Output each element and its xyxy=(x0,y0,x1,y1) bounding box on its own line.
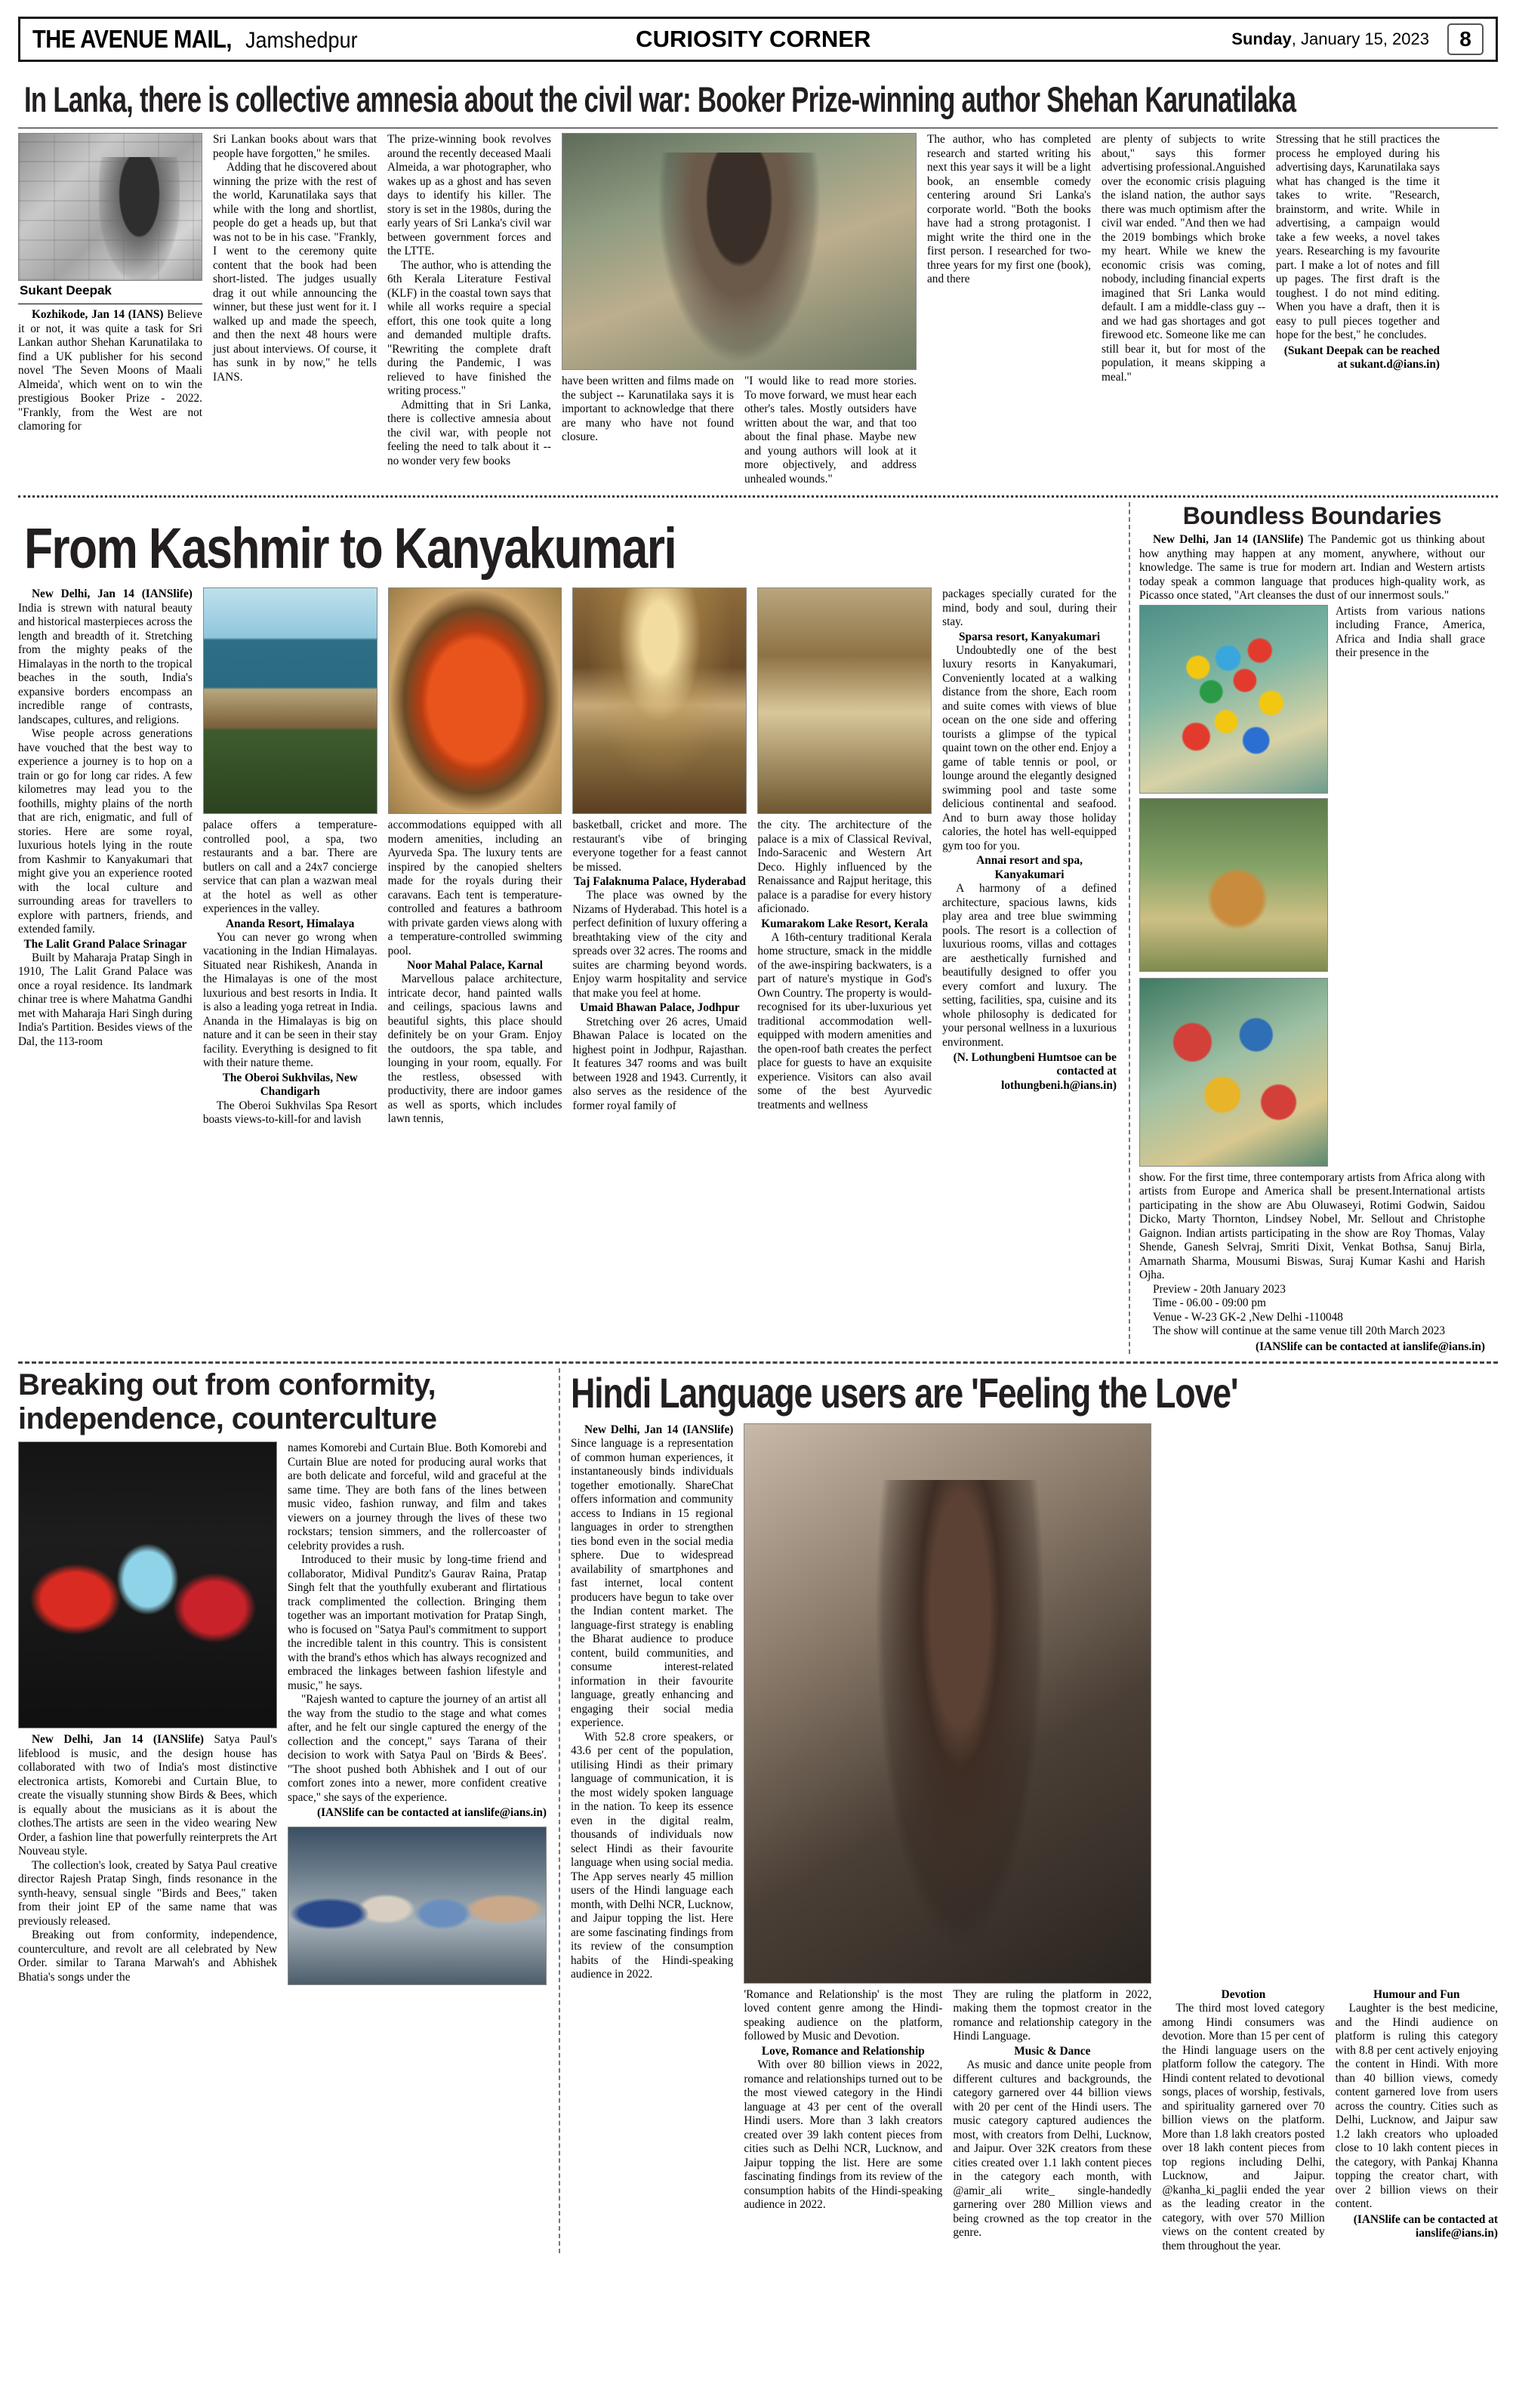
article5-headline: Hindi Language users are 'Feeling the Love' xyxy=(571,1368,1238,1417)
article1-col-6 xyxy=(1102,133,1265,486)
article1-para: The prize-winning book revolves around the recently deceased Maali Almeida, a war photographer, who wakes up as a ghost and has seven days to identify his killer. The story is set in the 1980s, during the early years of Sri Lanka's civil war between government forces and the LTTE. xyxy=(387,133,551,257)
woman-with-phone-photo xyxy=(744,1423,1151,1984)
article3-para: Venue - W-23 GK-2 ,New Delhi -110048 xyxy=(1153,1310,1343,1324)
article1-col-5 xyxy=(927,133,1091,486)
article3-para: show. For the first time, three contemporary artists from Africa along with artists from Europe and America shall be present.International artists participating in the show are Abu Oluwaseyi, Rotimi Godwin, Saidou Dicko, Marty Thornton, Lindsey Nobel, Mr. Sellout and Christophe Gaignon. Indian artists participating in the show are Roy Thomas, Valay Shende, Ganesh Selvraj, Smriti Dixit, Venkat Bothsa, Sanuj Birla, Amarnath Sharma, Mousumi Biswas, Suraj Kumar Kashi and Harish Ojha. xyxy=(1139,1170,1485,1281)
article5-para: The third most loved category among Hindi consumers was devotion. More than 15 per cent of the Hindi language users on the platform follow the category. The Hindi content related to devotional songs, places of worship, festivals, and spirituality garnered over 70 billion views on the platform. More than 1.8 lakh creators posted over 18 lakh content pieces from top regions including Delhi, Lucknow, and Jaipur. @kanha_ki_paglii ended the year as the leading creator in the category, with over 570 Million views on the content created by them throughout the year. xyxy=(1162,2002,1325,2252)
palace-interior-photo xyxy=(757,587,932,814)
article2-subhead: Sparsa resort, Kanyakumari xyxy=(958,630,1101,643)
balloons-artwork-photo xyxy=(1139,605,1328,794)
article4-columns xyxy=(18,1441,547,1984)
article2-subhead: Umaid Bhawan Palace, Jodhpur xyxy=(580,1001,740,1015)
pool-resort-photo xyxy=(203,587,377,814)
article2-para: palace offers a temperature-controlled pool, a spa, two restaurants and a bar. There are butlers on call and a 24x7 concierge service that can plan a wazwan meal at the hotel as well as other experiences in the valley. xyxy=(202,819,377,915)
article2-para: The Oberoi Sukhvilas Spa Resort boasts views-to-kill-for and lavish xyxy=(202,1099,377,1127)
article2-para: Stretching over 26 acres, Umaid Bhawan Palace is located on the highest point in Jodhpur, Rajasthan. It features 347 rooms and was built between 1928 and 1943. Currently, it also serves as the residence of the former royal family of xyxy=(572,1015,747,1112)
article4-para: names Komorebi and Curtain Blue. Both Komorebi and Curtain Blue are noted for producing aural works that are both delicate and forceful, wild and graceful at the same time. They are both fans of the lines between music video, fashion runway, and film and takes viewers on a journey through the lives of these two rockstars; tension simmers, and the rollercoaster of celebrity provides a rush. xyxy=(288,1441,547,1552)
article1-credit: (Sukant Deepak can be reached at sukant.d@ians.in) xyxy=(1283,344,1440,371)
publication-title: THE AVENUE MAIL, xyxy=(32,25,233,53)
article5-para: With over 80 billion views in 2022, romance and relationships turned out to be the most viewed category in the Hindi language at 43 per cent of the overall Hindi users. More than 3 lakh creators created over 39 lakh content pieces from cities such as Delhi NCR, Lucknow, and Jaipur topping the list. Here are some fascinating findings from its review of the consumption habits of the Hindi-speaking audience in 2022. xyxy=(744,2058,943,2212)
article2-para: You can never go wrong when vacationing in the Indian Himalayas. Situated near Rishikesh, Ananda in the Himalayas is one of the most luxurious and best resorts in India. It is also a leading yoga retreat in India. Ananda in the Himalayas is big on nature and it can be seen in their stay facility. Everything is designed to fit with their nature theme. xyxy=(202,930,377,1070)
article4-para: The collection's look, created by Satya Paul creative director Rajesh Pratap Singh, finds resonance in the synth-heavy, sensual single "Birds and Bees," taken from their joint EP of the same name that was previously released. xyxy=(18,1858,277,1928)
article5-subhead: Music & Dance xyxy=(1014,2044,1091,2058)
article1-col-1 xyxy=(18,133,202,486)
article2-subhead: Noor Mahal Palace, Karnal xyxy=(407,959,543,972)
article3-para: The show will continue at the same venue till 20th March 2023 xyxy=(1153,1324,1446,1337)
middle-zone xyxy=(18,502,1498,1354)
palace-lobby-photo xyxy=(572,587,747,814)
article5-para: As music and dance unite people from different cultures and backgrounds, the category garnered over 44 billion views with 20 per cent of the Hindi users. The music category captured audiences the most, with creators from Delhi, Lucknow, and Jaipur. Over 32K creators from these cities created over 1.1 lakh content pieces in the category each month, with @amir_ali write_ single-handedly garnering over 280 Million views and being crowned as the top creator in the genre. xyxy=(953,2058,1152,2240)
article2-col-2 xyxy=(203,587,377,1127)
article5-col-photo xyxy=(744,1423,1151,2253)
article1-para: "I would like to read more stories. To move forward, we must hear each other's tales. Mostly outsiders have written about the war, and that too about the final phase. Maybe new and young authors will look at it more objectively, and address unhealed wounds." xyxy=(744,375,917,486)
article5-para: New Delhi, Jan 14 (IANSlife) Since language is a representation of common human experiences, it instantaneously binds individuals together emotionally. ShareChat offers information and community access to Indians in 15 regional languages in order to strengthen ties bond even in the social media sphere. Due to widespread availability of smartphones and fast internet, local content producers have begun to take over the Indian content market. The language-first strategy is enabling the Bharat audience to produce content, build communities, and consume interest-related information in their favourite language, greatly enhancing and engaging their social media experience. xyxy=(571,1423,734,1730)
article4-para: Breaking out from conformity, independence, counterculture, and revolt are all celebrated by New Order. similar to Tarana Marwah's and Abhishek Bhatia's songs under the xyxy=(18,1929,277,1984)
article5-subhead: Love, Romance and Relationship xyxy=(761,2044,925,2058)
article5-credit: (IANSlife can be contacted at ianslife@ians.in) xyxy=(1353,2212,1498,2240)
article5-para: Laughter is the best medicine, and the Hindi audience on platform is ruling this category with 8.8 per cent actively enjoying the content in Hindi. With more than 40 billion views, comedy content garnered love from users across the country. Cities such as Delhi, Lucknow, and Jaipur saw 1.2 lakh creators who uploaded close to 10 lakh content pieces in the category, with Pankaj Khanna topping the creator chart, with over 2 billion views on their content. xyxy=(1335,2002,1498,2211)
article3-credit: (IANSlife can be contacted at ianslife@ians.in) xyxy=(1255,1340,1485,1353)
article1-headline: In Lanka, there is collective amnesia about the civil war: Booker Prize-winning author Shehan Karunatilaka xyxy=(24,79,1296,119)
article4-para: New Delhi, Jan 14 (IANSlife) Satya Paul's lifeblood is music, and the design house has collaborated with two of India's most distinctive electronica artists, Komorebi and Curtain Blue, to create the visually stunning show Birds & Bees, which is equally about the musicians as it is about the clothes.The artists are seen in the video wearing New Order, a fashion line that powerfully reinterprets the Art Nouveau style. xyxy=(18,1733,277,1858)
publication-date xyxy=(1231,29,1429,49)
article1-para: Adding that he discovered about winning the prize with the rest of the world, Karunatilaka says that while with the long and shortlist, people do get a heads up, but that was not to be in his case. "Frankly, I went to the ceremony quite content that the book had been short-listed. The judges usually drag it out while announcing the winner, but these just went for it. I walked up and made the speech, and then the next 48 hours were just about interviews. Of course, it has sunk in by now," he tells IANS. xyxy=(213,161,377,384)
article4-para: Introduced to their music by long-time friend and collaborator, Midival Punditz's Gaurav Raina, Pratap Singh felt that the youthfully exuberant and flirtatious track complimented the collection. Bringing them together was an important motivation for Pratap Singh, who is focused on "Satya Paul's commitment to support the incredible talent in this country. This is consistent with the brand's ethos which has always recognized and embraced the linkages between fashion lifestyle and music," he says. xyxy=(288,1553,547,1692)
article2-subhead: Taj Falaknuma Palace, Hyderabad xyxy=(573,875,746,888)
shehan-karunatilaka-photo xyxy=(562,133,917,370)
deer-artwork-photo xyxy=(1139,798,1328,972)
article2-para: Wise people across generations have vouched that the best way to experience a journey is to hop on a train or go for long car rides. A few kilometres may lead you to the foothills, mighty plains of the north that are rich, enigmatic, and full of stories. Here are some royal, luxurious hotels lying in the route from Kashmir to Kanyakumari that might give you an experience rooted with the local culture and surrounding areas for travellers to explore with partners, friends, and extended family. xyxy=(18,727,193,936)
article3-para: Time - 06.00 - 09:00 pm xyxy=(1153,1296,1266,1309)
article2-para: basketball, cricket and more. The restaurant's vibe of bringing everyone together for a feast cannot be missed. xyxy=(572,819,747,874)
masthead-right xyxy=(1231,23,1484,55)
article1-columns xyxy=(18,133,1498,486)
article2-subhead: Ananda Resort, Himalaya xyxy=(226,917,355,930)
article4-col-1 xyxy=(18,1441,277,1984)
article4-headline xyxy=(18,1368,547,1436)
article3-para: Artists from various nations including France, America, Africa and India shall grace their presence in the xyxy=(1336,604,1485,659)
article2-subhead: The Lalit Grand Palace Srinagar xyxy=(23,937,187,951)
article4-headline-line2: independence, counterculture xyxy=(18,1401,437,1435)
article2-para: Undoubtedly one of the best luxury resorts in Kanyakumari, Conveniently located at a walking distance from the shore, Each room and suite comes with views of blue ocean on the one side and offering tourists a glimpse of the typical quaint town on the other end. Enjoy a game of table tennis or pool, or lounge around the elegantly designed swimming pool and taste some delicious continental and seafood. And to burn away those holiday calories, the hotel has well-equipped gym too for you. xyxy=(942,643,1117,853)
article1-col-3 xyxy=(387,133,551,486)
article2-col-6 xyxy=(942,587,1117,1127)
article1-para: Kozhikode, Jan 14 (IANS) Believe it or not, it was quite a task for Sri Lankan author Shehan Karunatilaka to find a UK publisher for his second novel 'The Seven Moons of Maali Almeida', which went on to win the prestigious Booker Prize - 2022. "Frankly, from the West are not clamoring for xyxy=(18,308,203,433)
wazwan-dish-photo xyxy=(388,587,562,814)
bottom-zone xyxy=(18,1368,1498,2253)
article2-columns xyxy=(18,587,1117,1127)
article5-subhead: Devotion xyxy=(1221,1987,1266,2001)
article2-col-4 xyxy=(572,587,747,1127)
article4-col-2 xyxy=(288,1441,547,1984)
article2-subhead: Annai resort and spa, Kanyakumari xyxy=(976,854,1083,881)
publication-day: Sunday xyxy=(1231,29,1292,48)
publication-city: Jamshedpur xyxy=(245,28,358,53)
article5-para: They are ruling the platform in 2022, making them the topmost creator in the romance and relationship category in the Hindi Language. xyxy=(953,1987,1152,2043)
article5-col-5 xyxy=(1336,1423,1498,2253)
article2-para: packages specially curated for the mind, body and soul, during their stay. xyxy=(942,587,1117,628)
article2-subhead: The Oberoi Sukhvilas, New Chandigarh xyxy=(222,1071,358,1099)
article2-para: accommodations equipped with all modern amenities, including an Ayurveda Spa. The luxury tents are inspired by the canopied shelters made for the royals during their caravans. Each tent is temperature-controlled and features a bathroom with private garden views along with a temperature-controlled swimming pool. xyxy=(387,819,562,957)
article2-credit: (N. Lothungbeni Humtsoe can be contacted at lothungbeni.h@ians.in) xyxy=(953,1051,1117,1092)
article5 xyxy=(559,1368,1498,2253)
article4-credit: (IANSlife can be contacted at ianslife@ians.in) xyxy=(316,1806,547,1820)
article1-col-2 xyxy=(213,133,377,486)
article3-para: New Delhi, Jan 14 (IANSlife) The Pandemic got us thinking about how anything may happen at any moment, anywhere, without our knowledge. The same is true for modern art. Indian and Western artists today speak a common language that produces high-quality work, as Picasso once stated, "Art cleanses the dust of our innermost souls." xyxy=(1139,533,1485,602)
article2-para: A harmony of a defined architecture, spacious lawns, kids play area and tree blue swimming pools. The resort is a collection of luxurious rooms, villas and cottages are aesthetically furnished and beautifully designed to offer you every comfort and luxury. The setting, facilities, spa, cuisine and its whole philosophy is dedicated for your personal wellness in a luxurious environment. xyxy=(942,882,1117,1049)
article2-col-5 xyxy=(757,587,932,1127)
article1-para: Admitting that in Sri Lanka, there is collective amnesia about the civil war, with people not feeling the need to talk about it -- no wonder very few books xyxy=(387,398,551,467)
article1-para: Sri Lankan books about wars that people have forgotten," he smiles. xyxy=(213,133,377,160)
article2-para: New Delhi, Jan 14 (IANSlife) India is strewn with natural beauty and historical masterpieces across the length and breadth of it. Stretching from the mighty peaks of the Himalayas in the north to the tropical beaches in the south, India's expansive borders encompass an incredible range of contrasts, landscapes, cultures, and religions. xyxy=(18,587,193,726)
clown-artwork-photo xyxy=(1139,978,1328,1167)
masthead xyxy=(18,17,1498,62)
article1-para: The author, who is attending the 6th Kerala Literature Festival (KLF) in the coastal town says that while all works require a special effort, this one took quite a long and demanded multiple drafts. "Rewriting the complete draft during the Pandemic, I was relieved to have finished the writing process." xyxy=(387,258,551,397)
article2-para: The place was owned by the Nizams of Hyderabad. This hotel is a perfect definition of luxury offering a breathtaking view of the city and spreads over 32 acres. The rooms and suites are charming beyond words. Enjoy warm hospitality and service that make you feel at home. xyxy=(572,889,747,1000)
article1-para: are plenty of subjects to write about," says this former advertising professional.Anguished over the economic crisis plaguing the island nation, the author says there was much optimism after the civil war ended. "And then we had the 2019 bombings which broke my heart. While we knew the economic crisis was coming, nobody, including financial experts imagined that Sri Lanka would default. I am a middle-class guy -- and we had gas shortages and got firewood etc. Someone like me can still bear it, but for most of the population, it means skipping a meal." xyxy=(1102,133,1265,384)
article1-col-7 xyxy=(1276,133,1440,486)
divider xyxy=(18,495,1498,498)
article2 xyxy=(18,502,1117,1354)
article2-para: Built by Maharaja Pratap Singh in 1910, The Lalit Grand Palace was once a royal residence. Its landmark chinar tree is where Mahatma Gandhi met with Maharaja Hari Singh during India's Partition. Besides views of the Dal, the 113-room xyxy=(18,951,193,1048)
article1-para: Stressing that he still practices the process he employed during his advertising days, Karunatilaka says what has changed is the time it takes to write. "Research, brainstorm, and write. While in advertising, a campaign would take a few weeks, a novel takes years. Researching is my favourite part. I make a lot of notes and fill up pages. The first draft is the toughest. I do not mind editing. When you have a draft, then it is easy to pull pieces together and hope for the best," he concludes. xyxy=(1276,133,1440,341)
publication-date-value: , January 15, 2023 xyxy=(1291,29,1429,48)
article2-col-1 xyxy=(18,587,193,1127)
article5-col-1 xyxy=(571,1423,733,2253)
article3-para: Preview - 20th January 2023 xyxy=(1153,1282,1286,1296)
models-runway-photo xyxy=(288,1827,547,1985)
section-title: CURIOSITY CORNER xyxy=(636,26,871,52)
photo-caption: Sukant Deepak xyxy=(20,283,112,298)
article1-para: The author, who has completed research and started writing his next this year says it will be a light book, an ensemble comedy centering around Sri Lanka's corporate world. "Both the books have had a strong protagonist. I might write the third one in the first person. I researched for two-three years for my first one (book), and there xyxy=(927,133,1091,285)
article2-para: A 16th-century traditional Kerala home structure, smack in the middle of the awe-inspiring backwaters, is a part of nature's mystique in God's Own Country. The property is would-recognised for its uber-luxurious yet traditional accommodation well-equipped with modern amenities and the open-roof bath creates the perfect place for guests to have an exquisite experience. Visitors can also avail some of the best Ayurvedic treatments and wellness xyxy=(757,930,932,1112)
article2-col-3 xyxy=(388,587,562,1127)
article1-col-photo xyxy=(562,133,917,486)
article5-col-4 xyxy=(1162,1423,1324,2253)
article5-para: With 52.8 crore speakers, or 43.6 per cent of the population, utilising Hindi as their primary language of communication, it is the most widely spoken language in the nation. To keep its essence even in the digital realm, thousands of individuals now select Hindi as their favourite language when using social media. The App serves nearly 45 million users of the Hindi language each month, with Delhi NCR, Lucknow, and Jaipur topping the list. Here are some fascinating findings from its review of the consumption habits of the Hindi-speaking audience in 2022. xyxy=(571,1730,734,1981)
article5-subhead: Humour and Fun xyxy=(1373,1987,1460,2001)
article5-para: 'Romance and Relationship' is the most loved content genre among the Hindi-speaking audience on the platform, followed by Music and Devotion. xyxy=(744,1987,943,2043)
article2-headline: From Kashmir to Kanyakumari xyxy=(24,516,676,581)
divider xyxy=(18,1361,1498,1364)
article3 xyxy=(1129,502,1485,1354)
article4 xyxy=(18,1368,547,2253)
performance-photo xyxy=(18,1441,277,1728)
article4-headline-line1: Breaking out from conformity, xyxy=(18,1367,436,1401)
page-number: 8 xyxy=(1447,23,1484,55)
author-photo xyxy=(18,133,202,281)
article2-para: Marvellous palace architecture, intricate decor, hand painted walls and ceilings, spacious lawns and beautiful sights, this place should definitely be on your Gram. Enjoy the outdoors, the spa table, and lounging in your room, equally. For the restless, obsessed with productivity, there are indoor games as well as sports, which includes lawn tennis, xyxy=(387,973,562,1126)
article2-para: the city. The architecture of the palace is a mix of Classical Revival, Indo-Saracenic and Western Art Deco. Highly influenced by the Renaissance and Rajput heritage, this palace is a paradise for every history aficionado. xyxy=(757,819,932,915)
article3-headline: Boundless Boundaries xyxy=(1182,502,1442,529)
article5-columns xyxy=(571,1423,1498,2253)
article2-subhead: Kumarakom Lake Resort, Kerala xyxy=(761,917,929,930)
article1-para: have been written and films made on the subject -- Karunatilaka says it is important to acknowledge that there are many who have not found closure. xyxy=(562,375,734,443)
masthead-left xyxy=(32,25,370,54)
article4-para: "Rajesh wanted to capture the journey of an artist all the way from the studio to the stage and what comes after, and he felt our single captured the energy of the collection and the concept," says Tarana of their decision to work with Satya Paul on 'Birds & Bees'. "The shoot pushed both Abhishek and I out of our comfort zones into a newer, more confident creative space," she says of the experience. xyxy=(288,1693,547,1804)
